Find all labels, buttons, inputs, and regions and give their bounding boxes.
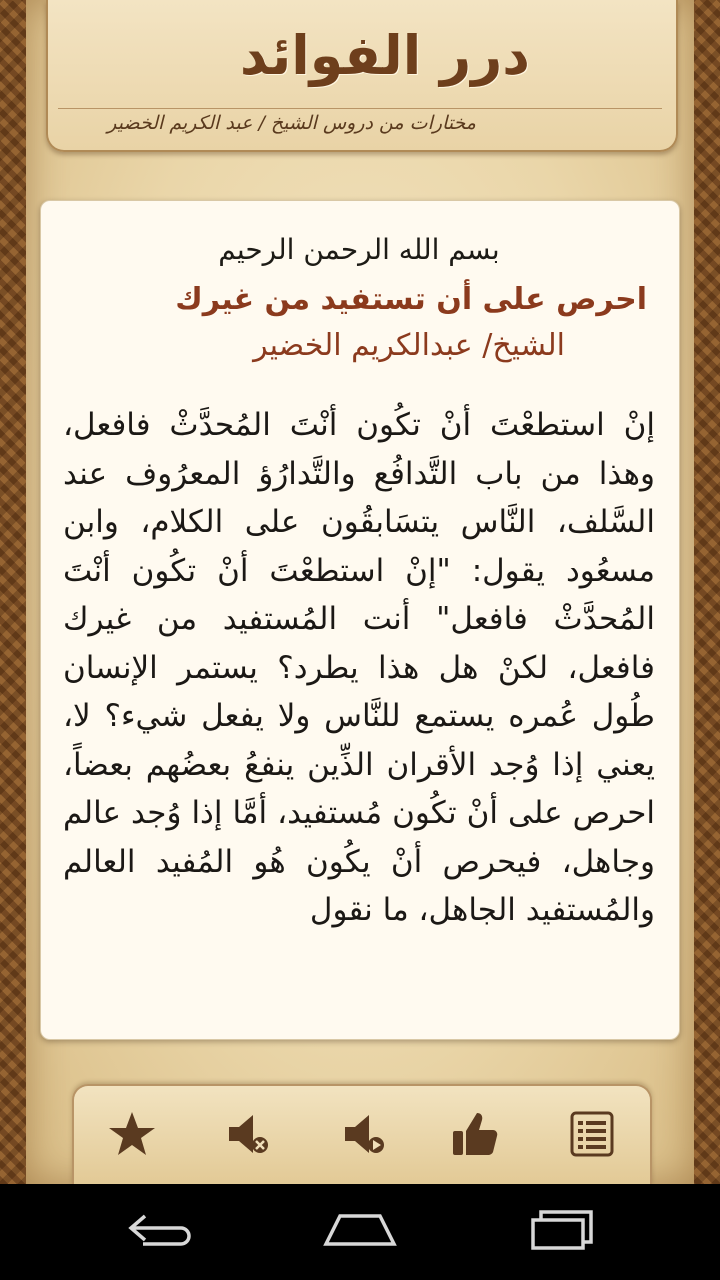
- mute-icon: [225, 1111, 271, 1157]
- system-navigation-bar: [0, 1184, 720, 1280]
- home-icon: [322, 1210, 398, 1254]
- article-card[interactable]: [40, 200, 680, 1040]
- bottom-toolbar: [72, 1084, 652, 1186]
- header-divider: [58, 108, 662, 109]
- basmala: بسم الله الرحمن الرحيم: [218, 233, 500, 266]
- list-icon: [570, 1111, 614, 1157]
- article-content: [63, 231, 655, 935]
- article-title: احرص على أن تستفيد من غيرك: [175, 282, 647, 317]
- thumbs-up-icon: [451, 1109, 501, 1159]
- play-audio-button[interactable]: [336, 1106, 392, 1162]
- like-button[interactable]: [448, 1106, 504, 1162]
- recents-icon: [527, 1208, 597, 1256]
- home-button[interactable]: [320, 1206, 400, 1258]
- back-button[interactable]: [120, 1206, 200, 1258]
- app-title: درر الفوائد: [239, 24, 530, 87]
- list-button[interactable]: [564, 1106, 620, 1162]
- article-author: الشيخ/ عبدالكريم الخضير: [253, 328, 565, 363]
- favorite-button[interactable]: [104, 1106, 160, 1162]
- mute-button[interactable]: [220, 1106, 276, 1162]
- back-arrow-icon: [125, 1210, 195, 1254]
- speaker-icon: [341, 1111, 387, 1157]
- app-subtitle: مختارات من دروس الشيخ / عبد الكريم الخضير: [107, 112, 476, 134]
- recents-button[interactable]: [522, 1206, 602, 1258]
- article-body: إنْ استطعْتَ أنْ تكُون أنْتَ المُحدَّثْ فافعل، وهذا من باب التَّدافُع والتَّدارُؤ المعرُوف عند السَّلف، النَّاس يتسَابقُون على الكلام، وابن مسعُود يقول: "إنْ استطعْتَ أنْ تكُون أنْتَ المُحدَّثْ فافعل" أنت المُستفيد من غيرك فافعل، لكنْ هل هذا يطرد؟ يستمر الإنسان طُول عُمره يستمع للنَّاس ولا يفعل شيء؟ لا، يعني إذا وُجد الأقران الذِّين ينفعُ بعضُهم بعضاً، احرص على أنْ تكُون مُستفيد، أمَّا إذا وُجد عالم وجاهل، فيحرص أنْ يكُون هُو المُفيد العالم والمُستفيد الجاهل، ما نقول: [63, 407, 655, 928]
- star-icon: [107, 1110, 157, 1158]
